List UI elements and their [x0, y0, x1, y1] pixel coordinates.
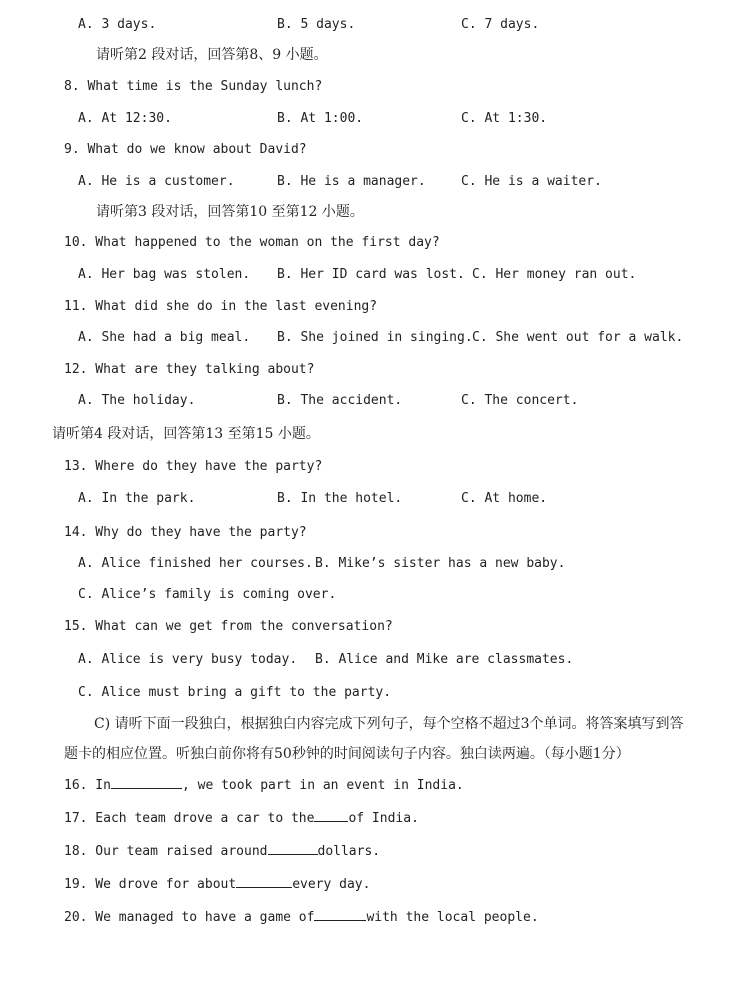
fill-prefix: 20. We managed to have a game of: [64, 910, 315, 925]
option-a: A. Alice finished her courses.: [78, 556, 313, 571]
option-b: B. Alice and Mike are classmates.: [315, 652, 574, 667]
options-row: [78, 586, 336, 604]
section-instruction: 请听第3 段对话，回答第10 至第12 小题。: [96, 204, 364, 220]
options-row: [78, 173, 602, 191]
fill-item-16: [64, 775, 464, 795]
option-a: A. 3 days.: [78, 17, 157, 32]
fill-item-17: [64, 808, 419, 828]
option-c: C. The concert.: [461, 393, 579, 408]
answer-blank[interactable]: [268, 841, 318, 855]
section-instruction: 请听第2 段对话，回答第8、9 小题。: [96, 47, 328, 63]
option-a: A. At 12:30.: [78, 111, 172, 126]
options-row: [78, 555, 566, 573]
fill-item-18: [64, 841, 380, 861]
options-row: [78, 110, 548, 128]
option-c: C. Alice’s family is coming over.: [78, 587, 337, 602]
option-c: C. He is a waiter.: [461, 174, 602, 189]
option-a: A. In the park.: [78, 491, 196, 506]
question-9: 9. What do we know about David?: [64, 142, 307, 157]
fill-suffix: , we took part in an event in India.: [181, 778, 464, 793]
option-c: C. 7 days.: [461, 17, 540, 32]
option-a: A. Alice is very busy today.: [78, 652, 298, 667]
options-row: [78, 329, 684, 347]
question-8: 8. What time is the Sunday lunch?: [64, 79, 323, 94]
option-a: A. He is a customer.: [78, 174, 235, 189]
question-13: 13. Where do they have the party?: [64, 459, 323, 474]
question-10: 10. What happened to the woman on the first day?: [64, 235, 440, 250]
options-row: [78, 16, 540, 34]
option-b: B. In the hotel.: [277, 491, 403, 506]
option-a: A. She had a big meal.: [78, 330, 251, 345]
section-instruction: 请听第4 段对话，回答第13 至第15 小题。: [52, 426, 320, 442]
question-14: 14. Why do they have the party?: [64, 525, 307, 540]
options-row: [78, 266, 637, 284]
fill-prefix: 19. We drove for about: [64, 877, 237, 892]
question-11: 11. What did she do in the last evening?: [64, 299, 378, 314]
fill-item-19: [64, 874, 370, 894]
option-c: C. At 1:30.: [461, 111, 548, 126]
option-c: C. She went out for a walk.: [472, 330, 684, 345]
fill-item-20: [64, 907, 539, 927]
section-c-instruction-cont: 题卡的相应位置。听独白前你将有50秒钟的时间阅读句子内容。独白读两遍。（每小题1分）: [64, 746, 630, 762]
question-12: 12. What are they talking about?: [64, 362, 315, 377]
fill-prefix: 18. Our team raised around: [64, 844, 268, 859]
answer-blank[interactable]: [314, 907, 366, 921]
answer-blank[interactable]: [111, 775, 182, 789]
option-c: C. At home.: [461, 491, 548, 506]
option-b: B. Her ID card was lost.: [277, 267, 465, 282]
fill-suffix: every day.: [292, 877, 371, 892]
options-row: [78, 392, 579, 410]
option-a: A. The holiday.: [78, 393, 196, 408]
section-c-instruction: C) 请听下面一段独白，根据独白内容完成下列句子，每个空格不超过3个单词。将答案填写到答: [94, 716, 684, 732]
option-b: B. He is a manager.: [277, 174, 426, 189]
option-a: A. Her bag was stolen.: [78, 267, 251, 282]
options-row: [78, 684, 391, 702]
option-b: B. The accident.: [277, 393, 403, 408]
fill-suffix: of India.: [348, 811, 419, 826]
option-c: C. Her money ran out.: [472, 267, 637, 282]
options-row: [78, 490, 548, 508]
option-b: B. 5 days.: [277, 17, 356, 32]
answer-blank[interactable]: [314, 808, 348, 822]
fill-prefix: 17. Each team drove a car to the: [64, 811, 315, 826]
question-15: 15. What can we get from the conversation?: [64, 619, 393, 634]
option-b: B. She joined in singing.: [277, 330, 473, 345]
answer-blank[interactable]: [236, 874, 292, 888]
option-c: C. Alice must bring a gift to the party.: [78, 685, 392, 700]
option-b: B. Mike’s sister has a new baby.: [315, 556, 566, 571]
fill-suffix: with the local people.: [366, 910, 539, 925]
fill-prefix: 16. In: [64, 778, 111, 793]
options-row: [78, 651, 574, 669]
fill-suffix: dollars.: [317, 844, 381, 859]
option-b: B. At 1:00.: [277, 111, 364, 126]
